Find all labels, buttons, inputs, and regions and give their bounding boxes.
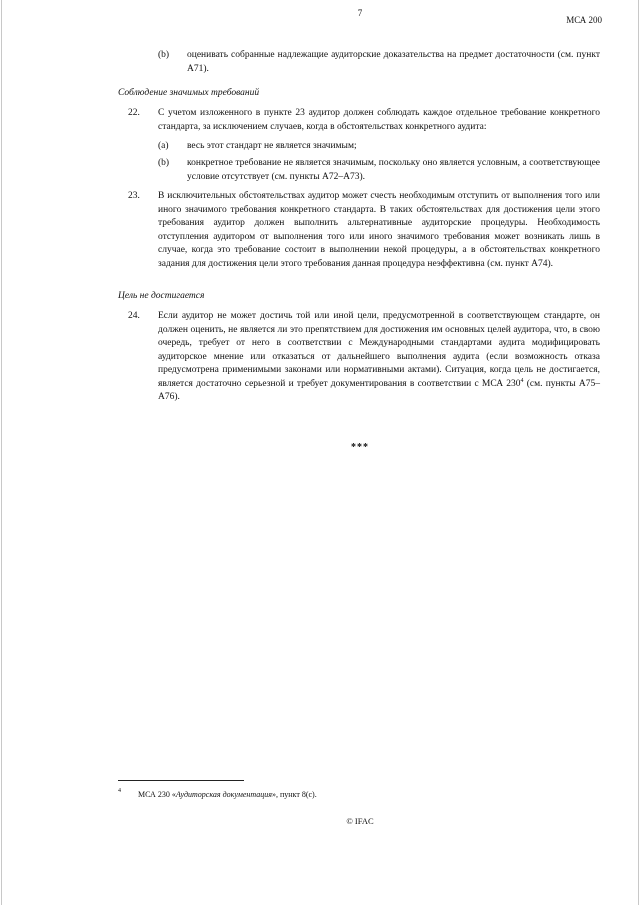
paragraph-22b-label: (b) (158, 158, 170, 168)
paragraph-22a-text: весь этот стандарт не является значимым; (187, 141, 357, 151)
paragraph-23-number: 23. (128, 191, 140, 201)
footnote-suffix: », пункт 8(c). (271, 790, 317, 799)
paragraph-24-text-tail: (см. пункты A75–A76). (158, 378, 600, 402)
page-number: 7 (357, 8, 363, 18)
paragraph-22-number: 22. (128, 108, 140, 118)
paragraph-24-text-main: Если аудитор не может достичь той или иной цели, предусмотренной в соответствующем стандарте, он должен оценить, не является ли это препятствием для достижения им основных целей аудитора, что, в свою очередь, требует от него в соответствии с Международными стандартами аудита модифицировать аудиторское мнение или отказаться от дальнейшего выполнения аудита (если возможность отказа предусмотрена применимыми законами или нормативными актами). Ситуация, когда цель не достигается, является достаточно серьезной и требует документирования в соответствии с МСА 230 (158, 311, 600, 389)
footnote-rule (118, 780, 244, 781)
section-heading-objective-not-achieved: Цель не достигается (118, 291, 205, 301)
copyright-footer: © IFAC (346, 816, 374, 826)
standard-code: МСА 200 (566, 15, 602, 25)
footnote-mark: 4 (118, 788, 121, 794)
paragraph-22-text: С учетом изложенного в пункте 23 аудитор должен соблюдать каждое отдельное требование конкретного стандарта, за исключением случаев, когда в обстоятельствах конкретного аудита: (158, 108, 600, 132)
paragraph-24-number: 24. (128, 311, 140, 321)
item-b-top-label: (b) (158, 50, 170, 60)
footnote-text (138, 789, 317, 800)
item-b-top-text: оценивать собранные надлежащие аудиторские доказательства на предмет достаточности (см. пункт A71). (187, 50, 600, 74)
section-separator: *** (351, 442, 369, 453)
paragraph-23-text: В исключительных обстоятельствах аудитор может счесть необходимым отступить от выполнения того или иного значимого требования конкретного стандарта. В таких обстоятельствах для достижения цели этого требования аудитор должен выполнить альтернативные аудиторские процедуры. Необходимость отступления аудитором от выполнения того или иного значимого требования может возникать лишь в случае, когда это требование состоит в выполнении некой процедуры, а в обстоятельствах конкретного задания для достижения цели этого требования данная процедура неэффективна (см. пункт A74). (158, 191, 600, 269)
footnote-reference-4[interactable]: 4 (520, 377, 524, 384)
paragraph-22b-text: конкретное требование не является значимым, поскольку оно является условным, а соответствующее условие отсутствует (см. пункты A72–A73). (187, 158, 600, 182)
footnote-title: Аудиторская документация (175, 790, 272, 799)
paragraph-22a-label: (a) (158, 141, 169, 151)
paragraph-24-text (158, 310, 600, 405)
footnote-prefix: МСА 230 « (138, 790, 176, 799)
section-heading-significant-requirements: Соблюдение значимых требований (118, 88, 260, 98)
